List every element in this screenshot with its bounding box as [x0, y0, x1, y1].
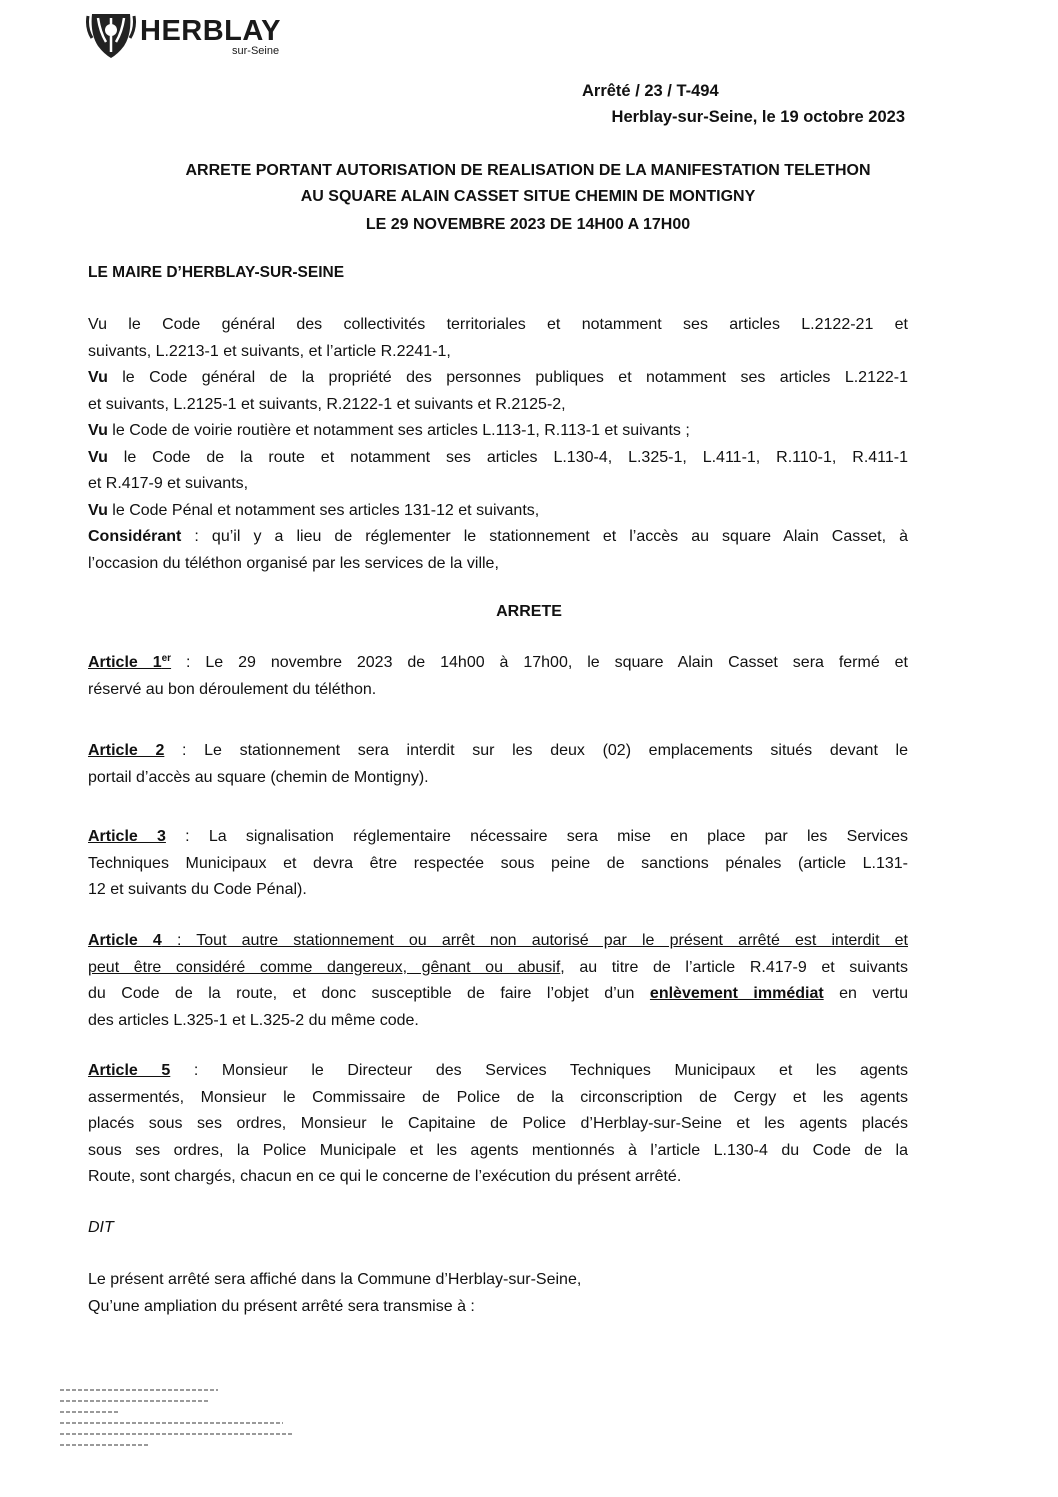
- decree-title-line-2: AU SQUARE ALAIN CASSET SITUE CHEMIN DE MONTIGNY: [300, 188, 756, 205]
- article-3: Article 3 : La signalisation réglementaire nécessaire sera mise en place par les Services Techniques Municipaux et devra être respectée sous peine de sanctions pénales (article L.131- 12 et suivants du Code Pénal).: [88, 828, 908, 898]
- place-date: Herblay-sur-Seine, le 19 octobre 2023: [611, 108, 905, 126]
- article-5-label: Article 5: [88, 1062, 171, 1079]
- article-2: Article 2 : Le stationnement sera interdit sur les deux (02) emplacements situés devant le portail d’accès au square (chemin de Montigny).: [88, 742, 908, 786]
- vu-line: Vu le Code général de la propriété des personnes publiques et notamment ses articles L.2122-1: [88, 369, 908, 386]
- vu-line: suivants, L.2213-1 et suivants, et l’article R.2241-1,: [88, 342, 451, 360]
- article-2-label: Article 2: [88, 742, 165, 759]
- dit-heading: DIT: [88, 1219, 114, 1236]
- article-1-label: Article 1er: [88, 653, 172, 671]
- decree-title-line-1: ARRETE PORTANT AUTORISATION DE REALISATION DE LA MANIFESTATION TELETHON: [185, 162, 871, 179]
- closing-text: Le présent arrêté sera affiché dans la Commune d’Herblay-sur-Seine, Qu’une ampliation du présent arrêté sera transmise à :: [88, 1271, 582, 1315]
- article-3-label: Article 3: [88, 828, 166, 845]
- city-emblem-icon: [86, 8, 136, 60]
- vu-line: et suivants, L.2125-1 et suivants, R.2122-1 et suivants et R.2125-2,: [88, 395, 566, 413]
- vu-line: Vu le Code général des collectivités territoriales et notamment ses articles L.2122-21 et: [88, 316, 908, 333]
- vu-line: et R.417-9 et suivants,: [88, 475, 249, 492]
- vu-keyword: Vu: [88, 422, 108, 439]
- vu-keyword: Vu: [88, 501, 108, 519]
- article-5: Article 5 : Monsieur le Directeur des Services Techniques Municipaux et les agents assermentés, Monsieur le Commissaire de Police de la circonscription de Cergy et les agents placés sous ses ordres, Monsieur le Capitaine de Police d’Herblay-sur-Seine et les agents placés sous ses ordres, la Police Municipale et les agents mentionnés à l’article L.130-4 du Code de la Route, sont chargés, chacun en ce qui le concerne de l’exécution du présent arrêté.: [88, 1062, 909, 1185]
- article-4-label: Article 4: [88, 932, 162, 949]
- vu-keyword: Vu: [88, 448, 108, 466]
- vu-line: Vu le Code de la route et notamment ses articles L.130-4, L.325-1, L.411-1, R.110-1, R.411-1: [88, 448, 908, 466]
- considerations: [88, 312, 908, 577]
- logo-name: HERBLAY: [140, 15, 282, 47]
- arrete-heading: ARRETE: [496, 603, 562, 620]
- article-4: Article 4 : Tout autre stationnement ou arrêt non autorisé par le présent arrêté est interdit et peut être considéré comme dangereux, gênant ou abusif, au titre de l’article R.417-9 et suivants du Code de la route, et donc susceptible de faire l’objet d’un enlèvement immédiat en vertu des articles L.325-1 et L.325-2 du même code.: [88, 932, 909, 1029]
- footer-address-block: [58, 1385, 298, 1462]
- mayor-heading: LE MAIRE D’HERBLAY-SUR-SEINE: [88, 264, 345, 281]
- decree-title-line-3: LE 29 NOVEMBRE 2023 DE 14H00 A 17H00: [365, 216, 691, 233]
- considering-line: Considérant : qu’il y a lieu de réglementer le stationnement et l’accès au square Alain Casset, à: [88, 528, 908, 545]
- immediate-removal: enlèvement immédiat: [649, 985, 824, 1002]
- considering-line: l’occasion du téléthon organisé par les services de la ville,: [88, 554, 499, 572]
- logo-subtitle: sur-Seine: [232, 45, 280, 57]
- vu-keyword: Vu: [88, 369, 108, 386]
- vu-line: Vu le Code Pénal et notamment ses articles 131-12 et suivants,: [88, 501, 540, 519]
- article-1: Article 1er : Le 29 novembre 2023 de 14h00 à 17h00, le square Alain Casset sera fermé et réservé au bon déroulement du téléthon.: [88, 653, 909, 698]
- decree-reference: Arrêté / 23 / T-494: [582, 82, 719, 100]
- considering-keyword: Considérant: [88, 528, 182, 545]
- vu-line: Vu le Code de voirie routière et notamment ses articles L.113-1, R.113-1 et suivants ;: [88, 422, 690, 439]
